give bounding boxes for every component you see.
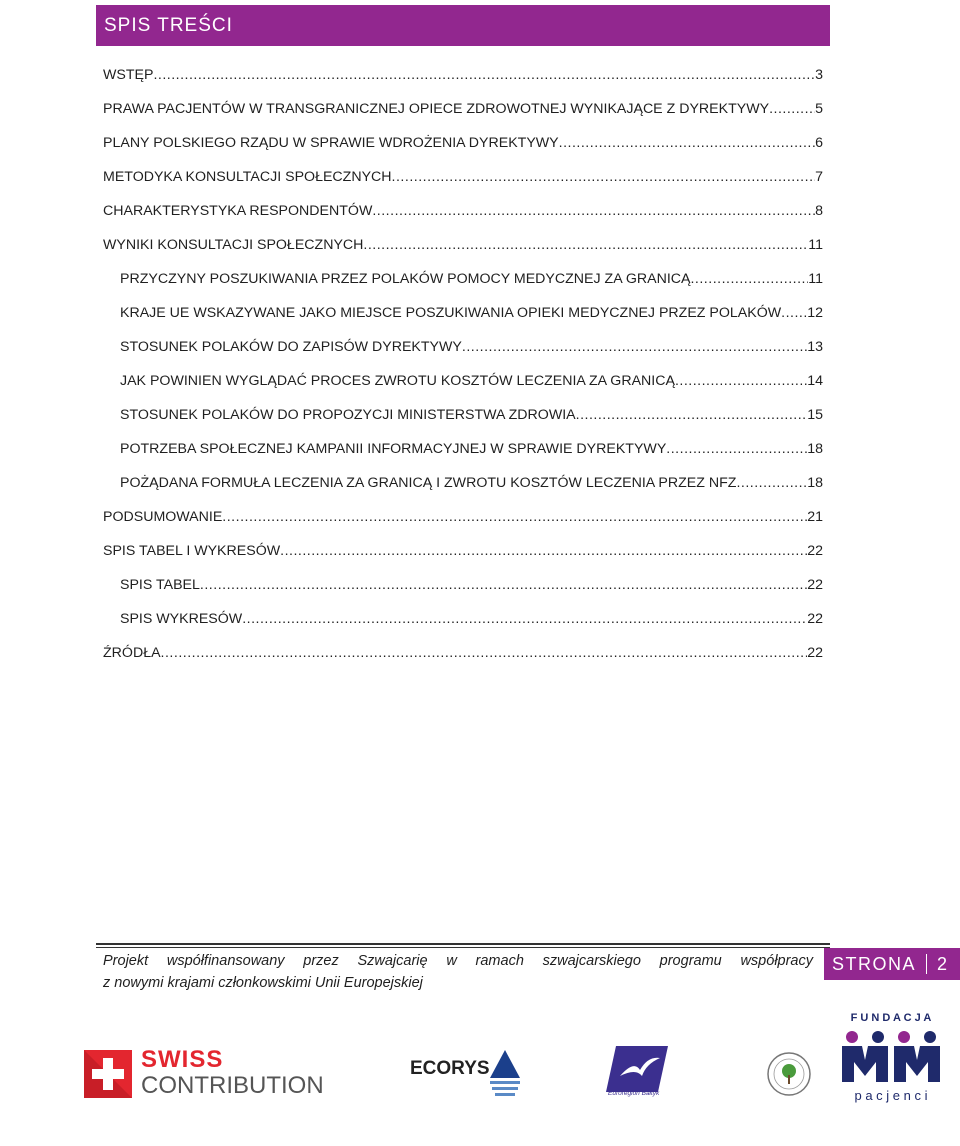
mm-logo-top-text: F U N D A C J A [850, 1012, 932, 1024]
toc-entry-page: 11 [808, 237, 823, 253]
toc-entry-page: 22 [807, 577, 823, 593]
toc-entry-label: STOSUNEK POLAKÓW DO ZAPISÓW DYREKTYWY [120, 339, 462, 355]
toc-leader-dots [559, 135, 815, 151]
toc-entry[interactable] [120, 466, 823, 500]
toc-leader-dots [280, 543, 807, 559]
toc-entry[interactable] [120, 262, 823, 296]
toc-entry-label: WSTĘP [103, 67, 154, 83]
toc-entry-page: 13 [807, 339, 823, 355]
toc-entry-page: 3 [815, 67, 823, 83]
toc-leader-dots [392, 169, 816, 185]
toc-entry-page: 22 [807, 543, 823, 559]
toc-leader-dots [161, 645, 808, 661]
toc-entry[interactable] [103, 534, 823, 568]
page-separator [926, 954, 927, 974]
toc-leader-dots [242, 611, 807, 627]
toc-entry-page: 21 [807, 509, 823, 525]
footer-note [103, 950, 813, 994]
toc-leader-dots [769, 101, 815, 117]
toc-entry[interactable] [120, 364, 823, 398]
toc-entry-page: 22 [807, 645, 823, 661]
sponsor-logos [0, 1000, 960, 1146]
toc-entry-label: WYNIKI KONSULTACJI SPOŁECZNYCH [103, 237, 364, 253]
toc-entry[interactable] [120, 398, 823, 432]
swiss-logo-text-1: SWISS [141, 1046, 224, 1073]
toc-leader-dots [781, 305, 807, 321]
toc-entry-page: 14 [807, 373, 823, 389]
toc-entry[interactable] [120, 602, 823, 636]
toc-entry-label: SPIS TABEL I WYKRESÓW [103, 543, 281, 559]
toc-entry-page: 12 [807, 305, 823, 321]
toc-entry-page: 22 [807, 611, 823, 627]
toc-entry-label: JAK POWINIEN WYGLĄDAĆ PROCES ZWROTU KOSZTÓW LECZENIA ZA GRANICĄ [120, 373, 675, 389]
footer-divider-thin [96, 947, 830, 948]
toc-leader-dots [690, 271, 808, 287]
toc-title-bar [96, 5, 830, 46]
euroregion-baltyk-logo [606, 1046, 668, 1102]
toc-entry-label: PRZYCZYNY POSZUKIWANIA PRZEZ POLAKÓW POMOCY MEDYCZNEJ ZA GRANICĄ [120, 271, 691, 287]
toc-entry-page: 7 [815, 169, 823, 185]
toc-entry[interactable] [103, 58, 823, 92]
toc-entry-label: ŹRÓDŁA [103, 645, 161, 661]
toc-entry[interactable] [120, 568, 823, 602]
toc-entry[interactable] [103, 160, 823, 194]
toc-entry[interactable] [103, 126, 823, 160]
toc-entry[interactable] [120, 296, 823, 330]
toc-entry-label: KRAJE UE WSKAZYWANE JAKO MIEJSCE POSZUKIWANIA OPIEKI MEDYCZNEJ PRZEZ POLAKÓW [120, 305, 782, 321]
toc-entry-page: 8 [815, 203, 823, 219]
page-number-badge [824, 948, 960, 980]
toc-leader-dots [363, 237, 808, 253]
toc-entry[interactable] [103, 500, 823, 534]
toc-entry[interactable] [103, 636, 823, 670]
swiss-logo-text-2: CONTRIBUTION [141, 1072, 324, 1099]
toc-entry-page: 6 [815, 135, 823, 151]
footer-line-2: z nowymi krajami członkowskimi Unii Europejskiej [103, 975, 423, 991]
toc-entry[interactable] [103, 194, 823, 228]
toc-leader-dots [200, 577, 807, 593]
toc-entry-page: 18 [807, 441, 823, 457]
toc-leader-dots [153, 67, 815, 83]
toc-entry[interactable] [103, 92, 823, 126]
footer-divider [96, 943, 830, 945]
toc-entry-label: POTRZEBA SPOŁECZNEJ KAMPANII INFORMACYJNEJ W SPRAWIE DYREKTYWY [120, 441, 667, 457]
ecorys-logo-text: ECORYS [410, 1058, 490, 1079]
toc-leader-dots [675, 373, 807, 389]
footer-line-1: Projekt współfinansowany przez Szwajcarię w ramach szwajcarskiego programu współpracy [103, 953, 813, 969]
fundacja-seal-logo [766, 1051, 812, 1097]
toc-leader-dots [222, 509, 807, 525]
ecorys-mark-icon [490, 1050, 520, 1100]
seagull-icon [606, 1046, 668, 1092]
mm-pacjenci-logo [838, 1012, 944, 1104]
euroregion-logo-text: Euroregion Bałtyk [608, 1090, 660, 1097]
toc-entry[interactable] [120, 330, 823, 364]
seal-tree-icon [766, 1051, 812, 1097]
toc-leader-dots [576, 407, 808, 423]
toc-entry-label: SPIS WYKRESÓW [120, 611, 243, 627]
toc-entry-page: 15 [807, 407, 823, 423]
page-title: SPIS TREŚCI [104, 14, 233, 36]
toc-entry-page: 18 [807, 475, 823, 491]
toc-leader-dots [736, 475, 807, 491]
toc-leader-dots [462, 339, 807, 355]
toc-leader-dots [372, 203, 815, 219]
toc-entry-label: POŻĄDANA FORMUŁA LECZENIA ZA GRANICĄ I ZWROTU KOSZTÓW LECZENIA PRZEZ NFZ [120, 475, 737, 491]
swiss-contribution-logo [84, 1046, 324, 1102]
toc-entry-label: PLANY POLSKIEGO RZĄDU W SPRAWIE WDROŻENIA DYREKTYWY [103, 135, 559, 151]
toc-entry-label: CHARAKTERYSTYKA RESPONDENTÓW [103, 203, 373, 219]
toc-entry-label: STOSUNEK POLAKÓW DO PROPOZYCJI MINISTERSTWA ZDROWIA [120, 407, 576, 423]
toc-entry-page: 11 [808, 271, 823, 287]
mm-logo-bottom-text: p a c j e n c i [854, 1088, 928, 1103]
toc-entry-label: SPIS TABEL [120, 577, 200, 593]
toc-entry[interactable] [120, 432, 823, 466]
toc-entry[interactable] [103, 228, 823, 262]
page-label: STRONA [832, 953, 917, 974]
toc-entry-label: PODSUMOWANIE [103, 509, 223, 525]
ecorys-logo [410, 1050, 520, 1100]
mm-people-icon [840, 1030, 942, 1082]
toc-leader-dots [666, 441, 807, 457]
toc-entry-label: PRAWA PACJENTÓW W TRANSGRANICZNEJ OPIECE ZDROWOTNEJ WYNIKAJĄCE Z DYREKTYWY [103, 101, 770, 117]
toc-entry-label: METODYKA KONSULTACJI SPOŁECZNYCH [103, 169, 392, 185]
toc-entry-page: 5 [815, 101, 823, 117]
page-number: 2 [937, 953, 949, 974]
